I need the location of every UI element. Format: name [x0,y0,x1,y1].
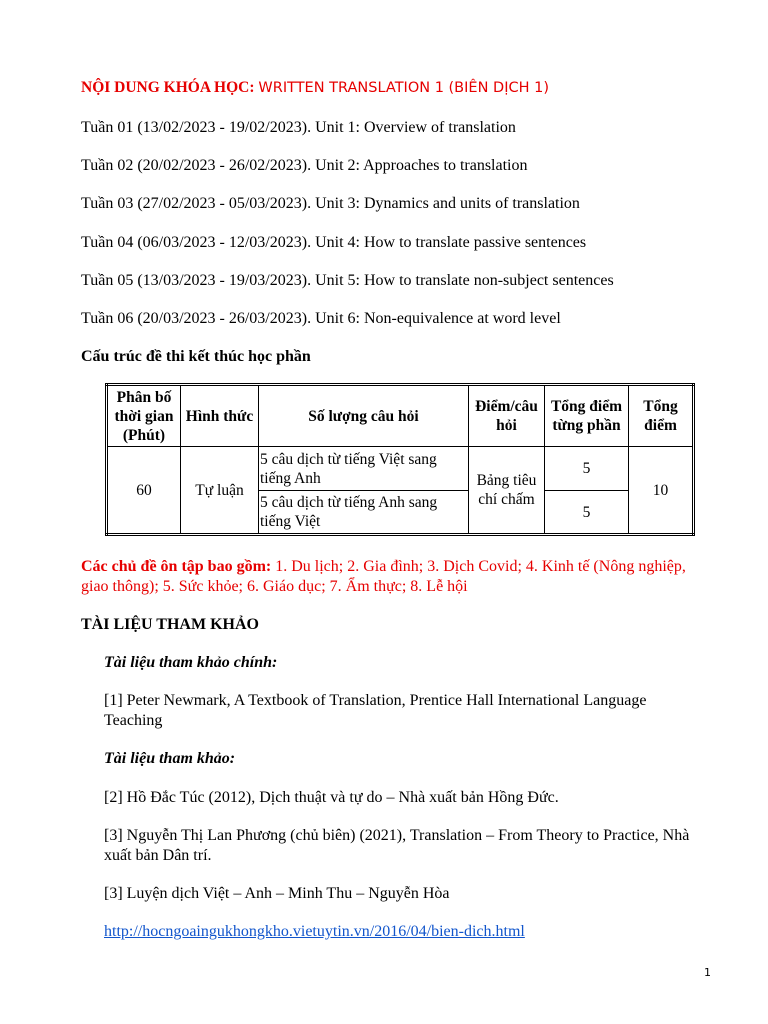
review-topics-text: 1. Du lịch; 2. Gia đình; 3. Dịch Covid; 4. Kinh tế (Nông nghiệp, giao thông); 5. Sức khỏe; 6. Giáo dục; 7. Ẩm thực; 8. Lễ hội [81,558,686,595]
review-topics [81,557,708,597]
page-number: 1 [704,966,711,979]
week-line: Tuần 01 (13/02/2023 - 19/02/2023). Unit 1: Overview of translation [81,119,516,136]
other-references-heading: Tài liệu tham khảo: [104,750,236,767]
course-title-part2: WRITTEN TRANSLATION 1 (BIÊN DỊCH 1) [258,80,549,96]
reference-link-line [104,922,708,941]
exam-structure-heading: Cấu trúc đề thi kết thúc học phần [81,348,311,365]
review-topics-label: Các chủ đề ôn tập bao gồm: [81,558,272,575]
header-form: Hình thức [181,385,259,447]
main-references-heading: Tài liệu tham khảo chính: [104,654,278,671]
week-line: Tuần 03 (27/02/2023 - 05/03/2023). Unit 3: Dynamics and units of translation [81,195,580,212]
week-line: Tuần 06 (20/03/2023 - 26/03/2023). Unit 6: Non-equivalence at word level [81,310,561,327]
header-grand-total: Tổng điểm [629,385,694,447]
week-line: Tuần 05 (13/03/2023 - 19/03/2023). Unit 5: How to translate non-subject sentences [81,272,614,289]
table-row [107,447,694,491]
header-time: Phân bố thời gian (Phút) [107,385,181,447]
header-points-per-question: Điểm/câu hỏi [469,385,545,447]
exam-structure-table [105,383,695,536]
reference-item: [3] Nguyễn Thị Lan Phương (chủ biên) (2021), Translation – From Theory to Practice, Nhà xuất bản Dân trí. [104,827,690,864]
reference-item: [3] Luyện dịch Việt – Anh – Minh Thu – Nguyễn Hòa [104,885,450,902]
cell-points-per-question: Bảng tiêu chí chấm [469,447,545,535]
reference-item: [2] Hồ Đắc Túc (2012), Dịch thuật và tự do – Nhà xuất bản Hồng Đức. [104,789,559,806]
reference-item: [1] Peter Newmark, A Textbook of Translation, Prentice Hall International Language Teaching [104,692,647,729]
header-question-count: Số lượng câu hỏi [259,385,469,447]
week-line: Tuần 02 (20/02/2023 - 26/02/2023). Unit 2: Approaches to translation [81,157,528,174]
cell-form: Tự luận [181,447,259,535]
table-header-row [107,385,694,447]
header-part-total: Tổng điểm từng phần [545,385,629,447]
references-heading: TÀI LIỆU THAM KHẢO [81,616,259,633]
course-title [81,78,708,98]
cell-time: 60 [107,447,181,535]
cell-part-total-1: 5 [545,447,629,491]
reference-link[interactable]: http://hocngoaingukhongkho.vietuytin.vn/2016/04/bien-dich.html [104,923,525,940]
cell-part-total-2: 5 [545,491,629,535]
course-title-part1: NỘI DUNG KHÓA HỌC: [81,79,259,96]
cell-grand-total: 10 [629,447,694,535]
cell-question-2: 5 câu dịch từ tiếng Anh sang tiếng Việt [259,491,469,535]
cell-question-1: 5 câu dịch từ tiếng Việt sang tiếng Anh [259,447,469,491]
week-line: Tuần 04 (06/03/2023 - 12/03/2023). Unit 4: How to translate passive sentences [81,234,587,251]
